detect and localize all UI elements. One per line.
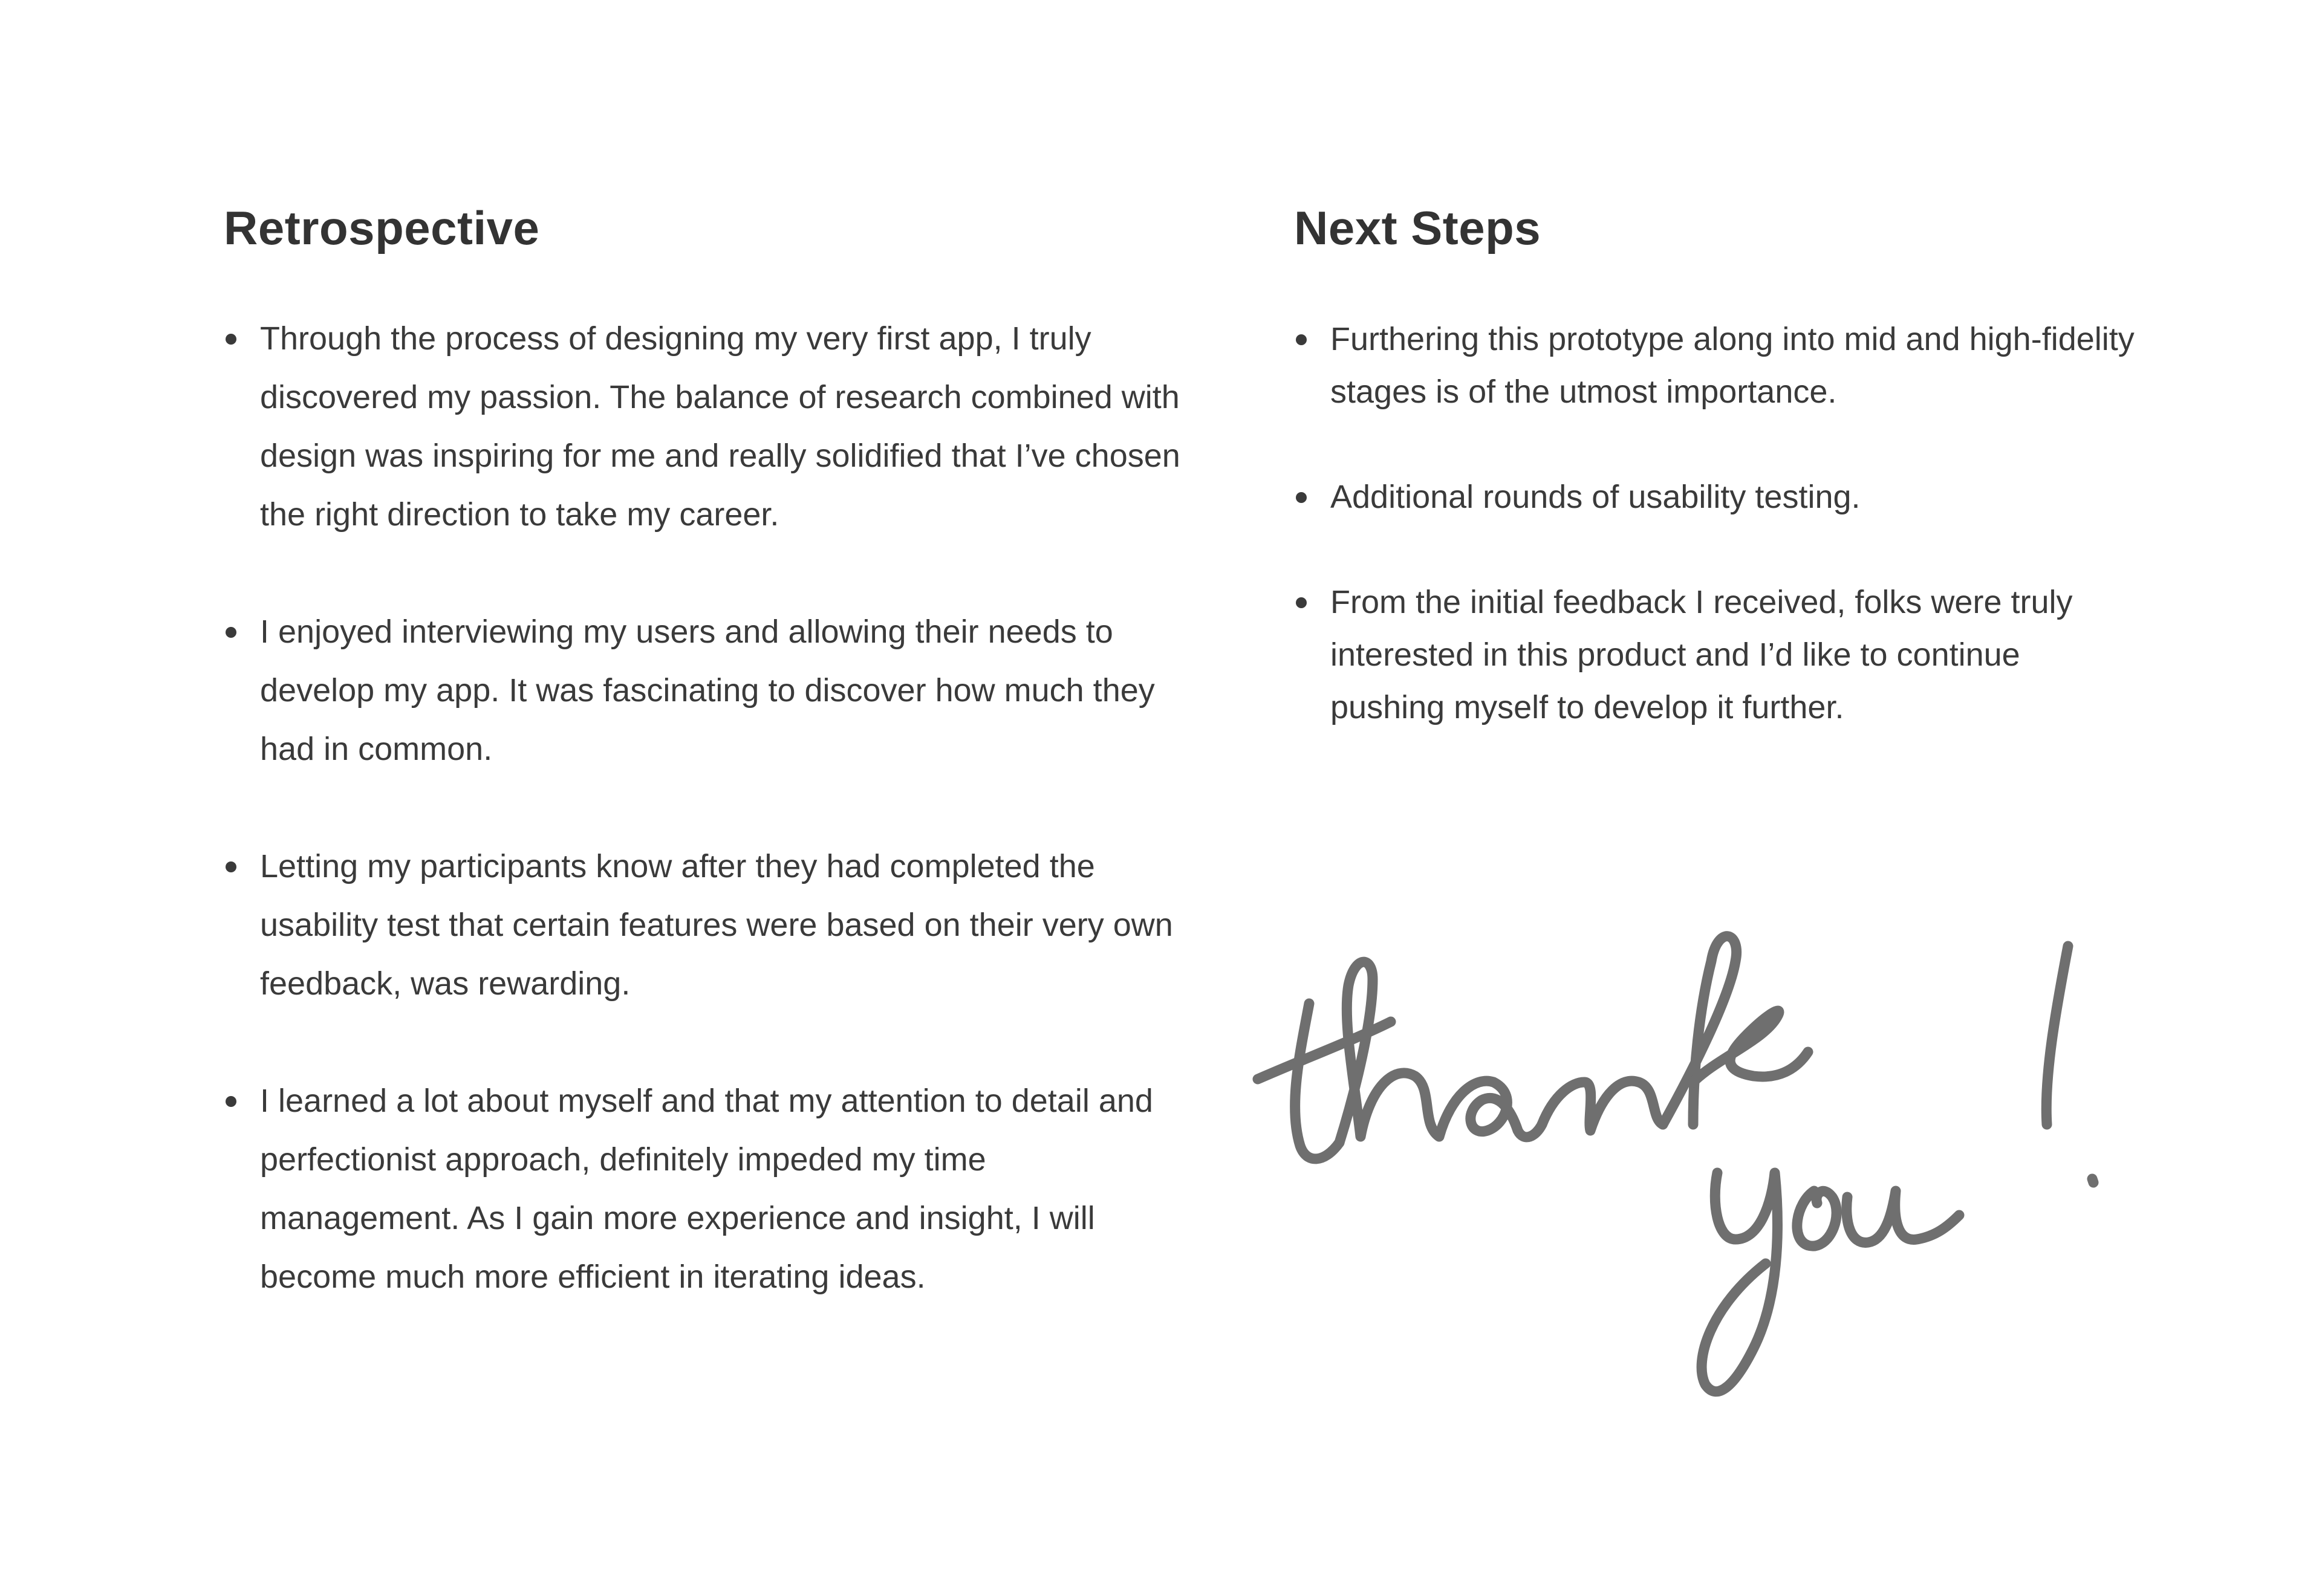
- retrospective-item-1: Through the process of designing my very first app, I truly discovered my passion. The balance of research combined with design was inspiring for me and really solidified that I’ve chosen the right direction to take my career.: [224, 310, 1191, 544]
- next-steps-item-2: Additional rounds of usability testing.: [1294, 471, 2141, 524]
- next-steps-list: [1294, 313, 2141, 787]
- retrospective-list: [224, 310, 1191, 1365]
- thank-you-handwriting: [1234, 840, 2128, 1445]
- retrospective-heading: Retrospective: [224, 201, 540, 255]
- retrospective-item-2: I enjoyed interviewing my users and allowing their needs to develop my app. It was fascinating to discover how much they had in common.: [224, 603, 1191, 779]
- retrospective-item-3: Letting my participants know after they had completed the usability test that certain features were based on their very own feedback, was rewarding.: [224, 837, 1191, 1013]
- next-steps-item-3: From the initial feedback I received, folks were truly interested in this product and I’d like to continue pushing myself to develop it further.: [1294, 576, 2141, 734]
- next-steps-heading: Next Steps: [1294, 201, 1541, 255]
- next-steps-item-1: Furthering this prototype along into mid and high-fidelity stages is of the utmost importance.: [1294, 313, 2141, 418]
- retrospective-item-4: I learned a lot about myself and that my attention to detail and perfectionist approach, definitely impeded my time management. As I gain more experience and insight, I will become much more efficient in iterating ideas.: [224, 1072, 1191, 1306]
